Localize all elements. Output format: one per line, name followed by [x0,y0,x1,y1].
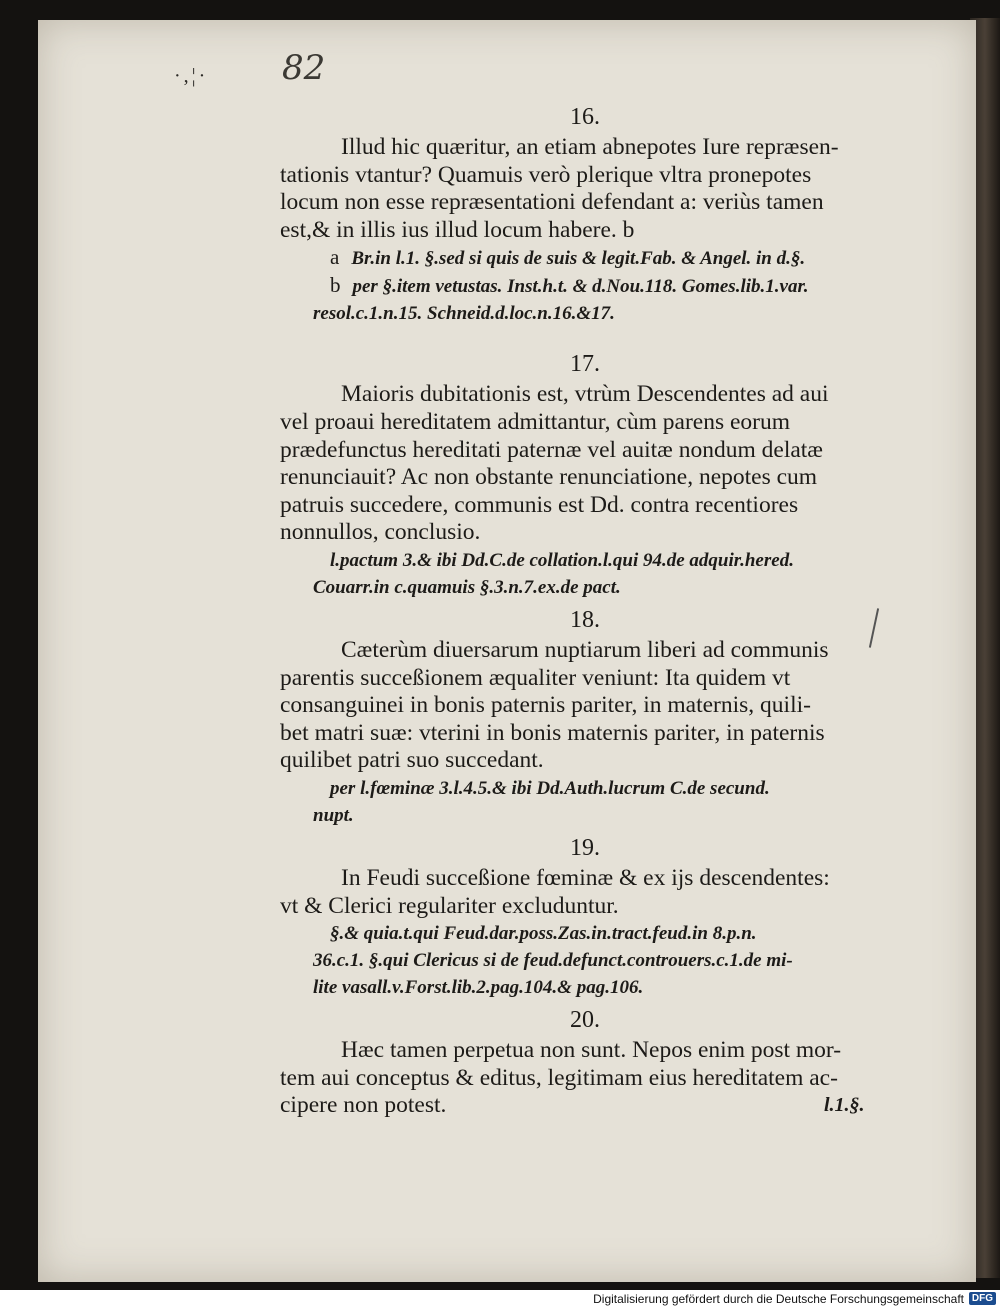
footnote-line [280,300,890,327]
section-number: 16. [570,104,600,130]
footnote-marker: a [330,245,340,270]
text-line: bet matri suæ: vterini in bonis maternis pariter, in paternis [280,719,825,746]
footnote-line [280,244,890,272]
section-paragraph [280,865,890,920]
text-line: parentis succeßionem æqualiter veniunt: Ita quidem vt [280,664,791,691]
catchword: l.1.§. [824,1094,865,1116]
footnotes [280,775,890,829]
footnote-marker: b [330,273,341,298]
text-line: vt & Clerici regulariter excluduntur. [280,892,619,919]
section-number: 20. [570,1007,600,1034]
text-line: cipere non potest. [280,1092,447,1119]
text-line: Illud hic quæritur, an etiam abnepotes Iure repræsen- [341,134,839,160]
section-paragraph [280,1037,890,1120]
handwritten-page-number: 82 [282,48,326,88]
text-line: In Feudi succeßione fœminæ & ex ijs descendentes: [341,864,830,891]
footnote-line: lite vasall.v.Forst.lib.2.pag.104.& pag.106. [313,977,644,999]
footnote-line: Couarr.in c.quamuis §.3.n.7.ex.de pact. [313,576,621,598]
footnotes [280,920,890,1001]
text-line: tationis vtantur? Quamuis verò plerique vltra pronepotes [280,161,812,188]
text-line: consanguinei in bonis paternis pariter, in maternis, quili- [280,692,811,719]
text-line: renunciauit? Ac non obstante renunciatione, nepotes cum [280,464,818,491]
section-paragraph [280,134,890,244]
dfg-logo: DFG [969,1292,996,1305]
text-body [280,98,890,1120]
text-line: quilibet patri suo succedant. [280,747,544,774]
footnote-text: per §.item vetustas. Inst.h.t. & d.Nou.118. Gomes.lib.1.var. [352,276,809,298]
footnotes [280,547,890,601]
ms-mark: ·,¦· [174,65,209,87]
footnotes [280,244,890,327]
section-paragraph [280,381,890,547]
section-number: 19. [570,834,600,861]
footnote-line: l.pactum 3.& ibi Dd.C.de collation.l.qui 94.de adquir.hered. [330,549,794,571]
text-line: nonnullos, conclusio. [280,519,481,546]
document-page [38,20,976,1282]
footnote-text: resol.c.1.n.15. Schneid.d.loc.n.16.&17. [313,303,615,325]
text-line: prædefunctus hereditati paternæ vel auitæ nondum delatæ [280,436,823,463]
footnote-line: 36.c.1. §.qui Clericus si de feud.defunct.controuers.c.1.de mi- [313,950,793,972]
section-number: 18. [570,606,600,633]
text-line: tem aui conceptus & editus, legitimam eius hereditatem ac- [280,1064,838,1091]
text-line: Cæterùm diuersarum nuptiarum liberi ad communis [341,636,829,663]
footnote-line [280,272,890,300]
section-number: 17. [570,351,600,378]
footnote-line: nupt. [313,804,354,826]
text-line: Maioris dubitationis est, vtrùm Descendentes ad aui [341,381,829,408]
text-line: vel proaui hereditatem admittantur, cùm parens eorum [280,408,791,435]
footer-credit: Digitalisierung gefördert durch die Deutsche Forschungsgemeinschaft [593,1292,964,1306]
text-line: est,& in illis ius illud locum habere. b [280,216,635,243]
footnote-text: Br.in l.1. §.sed si quis de suis & legit.Fab. & Angel. in d.§. [351,248,806,270]
footnote-line: per l.fœminæ 3.l.4.5.& ibi Dd.Auth.lucrum C.de secund. [330,777,770,799]
footnote-line: §.& quia.t.qui Feud.dar.poss.Zas.in.tract.feud.in 8.p.n. [330,923,757,945]
text-line: patruis succedere, communis est Dd. contra recentiores [280,491,799,518]
text-line: locum non esse repræsentationi defendant a: veriùs tamen [280,189,824,216]
text-line: Hæc tamen perpetua non sunt. Nepos enim post mor- [341,1037,842,1064]
section-paragraph [280,637,890,775]
